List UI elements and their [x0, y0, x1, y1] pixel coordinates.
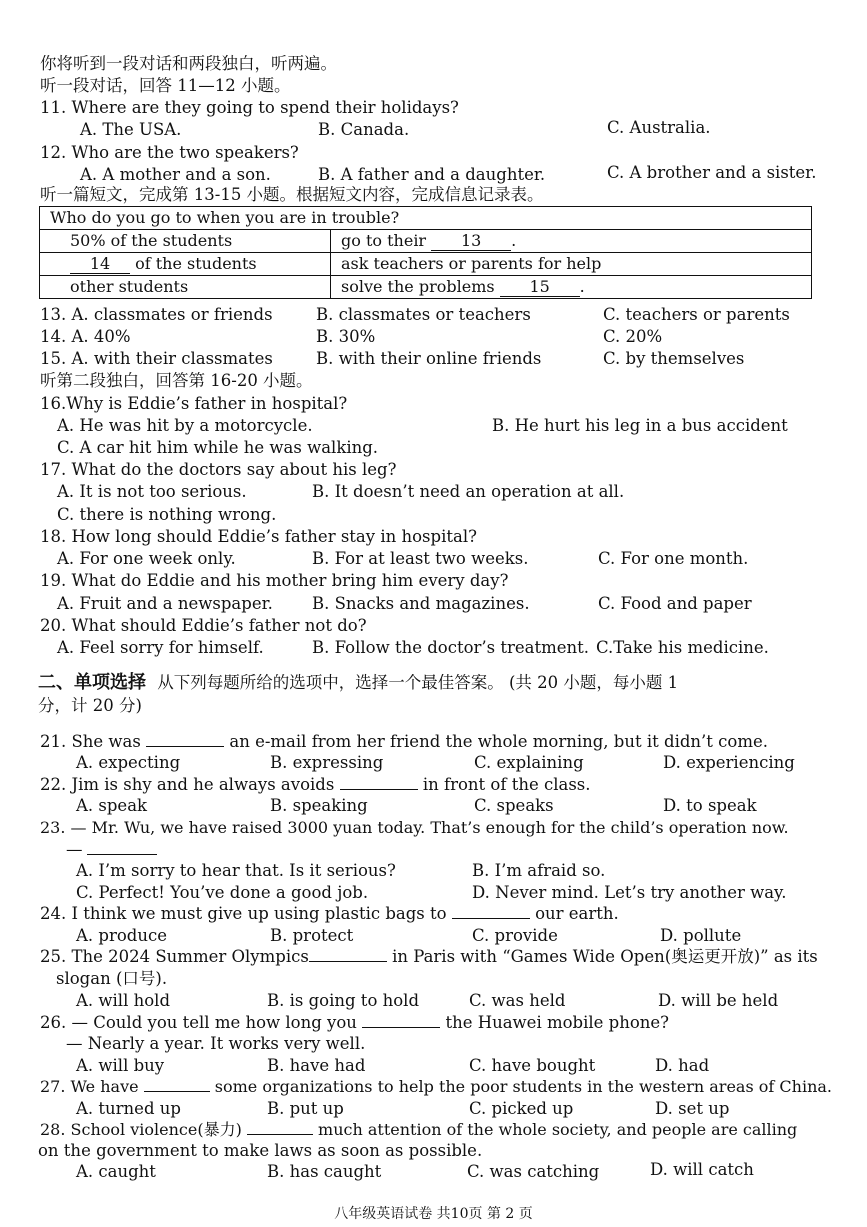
q28-option-c: C. was catching	[467, 1162, 600, 1181]
table-header-cell: Who do you go to when you are in trouble?	[40, 207, 812, 230]
q19-option-c: C. Food and paper	[598, 594, 752, 613]
table-cell: other students	[40, 276, 331, 299]
q24-stem	[40, 903, 619, 925]
table-row	[40, 230, 812, 253]
q26-option-a: A. will buy	[76, 1056, 165, 1075]
stem-text: our earth.	[535, 904, 619, 923]
q27-option-c: C. picked up	[469, 1099, 574, 1118]
q11-stem: 11. Where are they going to spend their holidays?	[40, 98, 459, 117]
stem-text: the Huawei mobile phone?	[445, 1013, 670, 1032]
q16-option-c: C. A car hit him while he was walking.	[57, 438, 379, 457]
cell-text: .	[511, 231, 517, 250]
q25-option-b: B. is going to hold	[267, 991, 420, 1010]
q11-option-b: B. Canada.	[318, 120, 410, 139]
dash-text: —	[66, 840, 83, 859]
stem-text: 27. We have	[40, 1077, 139, 1096]
monologue-intro: 听第二段独白，回答第 16-20 小题。	[40, 371, 313, 390]
q22-option-d: D. to speak	[663, 796, 757, 815]
table-cell	[40, 253, 331, 276]
q27-stem	[40, 1076, 832, 1098]
q13-option-a: 13. A. classmates or friends	[40, 305, 273, 324]
q23-option-b: B. I’m afraid so.	[472, 861, 606, 880]
answer-blank-14: 14	[70, 255, 130, 274]
dialogue-intro: 听一段对话，回答 11—12 小题。	[40, 76, 291, 95]
q26-option-d: D. had	[655, 1056, 710, 1075]
q17-stem: 17. What do the doctors say about his leg?	[40, 460, 397, 479]
q27-option-d: D. set up	[655, 1099, 730, 1118]
q27-option-a: A. turned up	[76, 1099, 181, 1118]
q28-stem-cont: on the government to make laws as soon as possible.	[38, 1141, 483, 1160]
q15-option-a: 15. A. with their classmates	[40, 349, 273, 368]
q17-option-a: A. It is not too serious.	[57, 482, 247, 501]
stem-text: 28. School violence(暴力)	[40, 1120, 242, 1139]
table-row	[40, 207, 812, 230]
q18-stem: 18. How long should Eddie’s father stay in hospital?	[40, 527, 477, 546]
answer-blank	[146, 746, 224, 747]
q28-option-d: D. will catch	[650, 1160, 754, 1179]
table-cell	[331, 276, 812, 299]
q13-option-b: B. classmates or teachers	[316, 305, 531, 324]
cell-text: go to their	[341, 231, 427, 250]
q25-option-c: C. was held	[469, 991, 566, 1010]
q28-option-b: B. has caught	[267, 1162, 382, 1181]
table-row	[40, 253, 812, 276]
q23-option-d: D. Never mind. Let’s try another way.	[472, 883, 787, 902]
q17-option-b: B. It doesn’t need an operation at all.	[312, 482, 625, 501]
passage-intro: 听一篇短文，完成第 13-15 小题。根据短文内容，完成信息记录表。	[40, 185, 544, 204]
stem-text: 21. She was	[40, 732, 141, 751]
answer-blank	[362, 1027, 440, 1028]
q21-stem	[40, 731, 768, 753]
q23-stem: 23. — Mr. Wu, we have raised 3000 yuan today. That’s enough for the child’s operation now.	[40, 818, 789, 837]
q16-option-a: A. He was hit by a motorcycle.	[57, 416, 313, 435]
q19-option-b: B. Snacks and magazines.	[312, 594, 530, 613]
q28-option-a: A. caught	[76, 1162, 156, 1181]
table-cell	[331, 230, 812, 253]
q14-option-a: 14. A. 40%	[40, 327, 131, 346]
q13-option-c: C. teachers or parents	[603, 305, 790, 324]
q17-option-c: C. there is nothing wrong.	[57, 505, 277, 524]
q11-option-a: A. The USA.	[80, 120, 182, 139]
q22-option-b: B. speaking	[270, 796, 368, 815]
q21-option-a: A. expecting	[76, 753, 181, 772]
q24-option-d: D. pollute	[660, 926, 742, 945]
q21-option-c: C. explaining	[474, 753, 584, 772]
q25-stem	[40, 946, 818, 968]
part2-instructions: 从下列每题所给的选项中，选择一个最佳答案。 (共 20 小题，每小题 1	[157, 673, 679, 692]
q28-stem	[40, 1119, 797, 1141]
q15-option-b: B. with their online friends	[316, 349, 542, 368]
q16-option-b: B. He hurt his leg in a bus accident	[492, 416, 788, 435]
answer-blank	[340, 789, 418, 790]
q21-option-d: D. experiencing	[663, 753, 795, 772]
q25-option-a: A. will hold	[76, 991, 171, 1010]
q12-option-a: A. A mother and a son.	[80, 165, 271, 184]
table-cell: 50% of the students	[40, 230, 331, 253]
answer-blank	[309, 961, 387, 962]
stem-text: 25. The 2024 Summer Olympics	[40, 947, 309, 966]
q20-stem: 20. What should Eddie’s father not do?	[40, 616, 367, 635]
answer-blank	[452, 918, 530, 919]
q15-option-c: C. by themselves	[603, 349, 745, 368]
cell-text: solve the problems	[341, 277, 495, 296]
listening-intro: 你将听到一段对话和两段独白，听两遍。	[40, 54, 337, 73]
q24-option-a: A. produce	[76, 926, 167, 945]
q25-option-d: D. will be held	[658, 991, 779, 1010]
part2-instructions-cont: 分，计 20 分)	[38, 696, 142, 715]
answer-blank	[87, 854, 157, 855]
q21-option-b: B. expressing	[270, 753, 384, 772]
q24-option-c: C. provide	[472, 926, 558, 945]
q26-option-b: B. have had	[267, 1056, 366, 1075]
q23-reply	[66, 839, 157, 861]
q16-stem: 16.Why is Eddie’s father in hospital?	[40, 394, 348, 413]
info-record-table	[39, 206, 812, 299]
stem-text: 26. — Could you tell me how long you	[40, 1013, 357, 1032]
part2-title: 二、单项选择	[38, 672, 146, 693]
q14-option-c: C. 20%	[603, 327, 663, 346]
q26-option-c: C. have bought	[469, 1056, 596, 1075]
q24-option-b: B. protect	[270, 926, 354, 945]
q26-stem	[40, 1012, 669, 1034]
stem-text: much attention of the whole society, and people are calling	[318, 1120, 798, 1139]
stem-text: some organizations to help the poor students in the western areas of China.	[214, 1077, 832, 1096]
cell-text: of the students	[135, 254, 257, 273]
q26-reply: — Nearly a year. It works very well.	[66, 1034, 366, 1053]
q18-option-b: B. For at least two weeks.	[312, 549, 529, 568]
q27-option-b: B. put up	[267, 1099, 344, 1118]
q23-option-a: A. I’m sorry to hear that. Is it serious?	[76, 861, 396, 880]
q23-option-c: C. Perfect! You’ve done a good job.	[76, 883, 369, 902]
q22-stem	[40, 774, 591, 796]
cell-text: .	[579, 277, 585, 296]
q12-stem: 12. Who are the two speakers?	[40, 143, 299, 162]
table-cell: ask teachers or parents for help	[331, 253, 812, 276]
q18-option-c: C. For one month.	[598, 549, 749, 568]
stem-text: an e-mail from her friend the whole morning, but it didn’t come.	[229, 732, 768, 751]
q25-stem-cont: slogan (口号).	[56, 969, 168, 988]
part2-heading	[38, 672, 678, 694]
q22-option-a: A. speak	[76, 796, 148, 815]
answer-blank-13: 13	[431, 232, 511, 251]
stem-text: in front of the class.	[422, 775, 591, 794]
q20-option-b: B. Follow the doctor’s treatment.	[312, 638, 590, 657]
q20-option-c: C.Take his medicine.	[596, 638, 769, 657]
q19-option-a: A. Fruit and a newspaper.	[57, 594, 273, 613]
q14-option-b: B. 30%	[316, 327, 376, 346]
q12-option-b: B. A father and a daughter.	[318, 165, 546, 184]
q11-option-c: C. Australia.	[607, 118, 711, 137]
table-row	[40, 276, 812, 299]
stem-text: 22. Jim is shy and he always avoids	[40, 775, 335, 794]
answer-blank-15: 15	[500, 278, 580, 297]
stem-text: 24. I think we must give up using plastic bags to	[40, 904, 447, 923]
page-footer: 八年级英语试卷 共10页 第 2 页	[334, 1206, 533, 1222]
q20-option-a: A. Feel sorry for himself.	[57, 638, 264, 657]
q19-stem: 19. What do Eddie and his mother bring him every day?	[40, 571, 509, 590]
answer-blank	[247, 1134, 313, 1135]
q22-option-c: C. speaks	[474, 796, 554, 815]
q12-option-c: C. A brother and a sister.	[607, 163, 817, 182]
stem-text: in Paris with “Games Wide Open(奥运更开放)” as its	[392, 947, 818, 966]
answer-blank	[144, 1091, 210, 1092]
q18-option-a: A. For one week only.	[57, 549, 236, 568]
